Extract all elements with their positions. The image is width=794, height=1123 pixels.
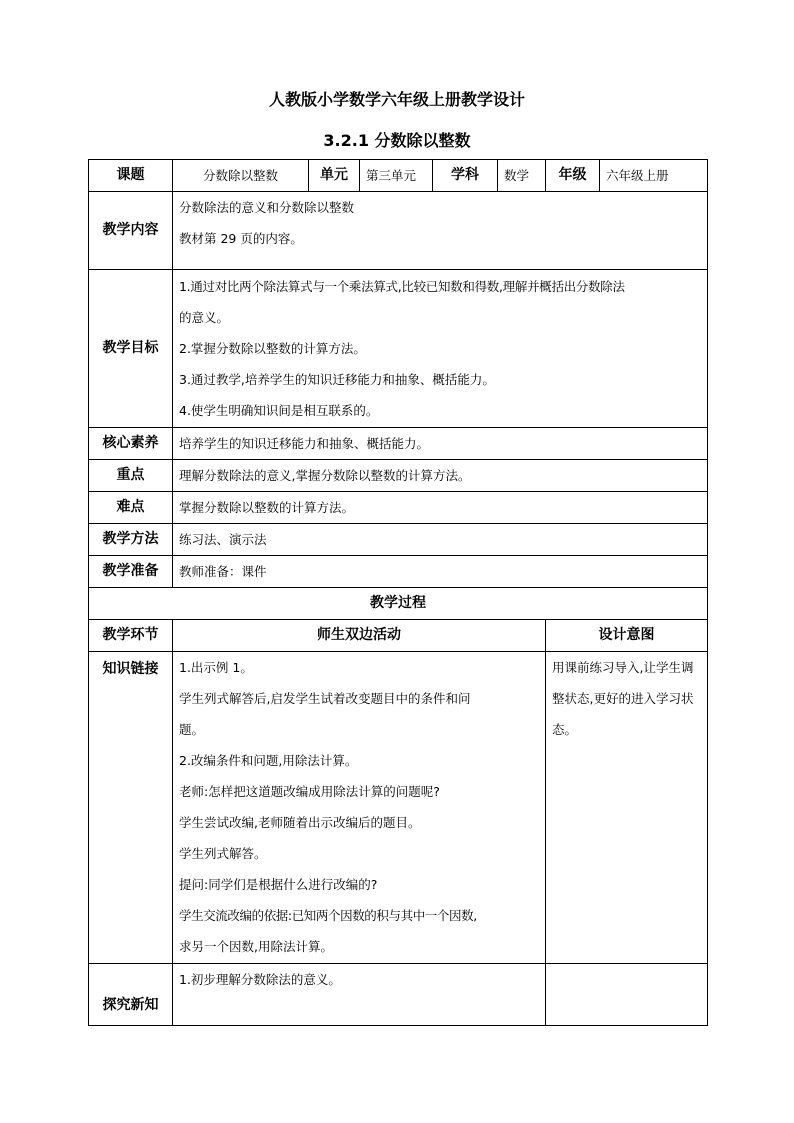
- goals-cell: [173, 270, 708, 428]
- intent-line: 整状态,更好的进入学习状: [552, 691, 694, 706]
- process-col-stage: 教学环节: [89, 620, 173, 652]
- grade-value: 六年级上册: [600, 160, 708, 192]
- goal-line: 4.使学生明确知识间是相互联系的。: [179, 403, 379, 418]
- process-title-row: [89, 588, 708, 620]
- section-explore-label: 探究新知: [89, 964, 173, 1026]
- difficulty-row: [89, 492, 708, 524]
- goal-line: 1.通过对比两个除法算式与一个乘法算式,比较已知数和得数,理解并概括出分数除法: [179, 279, 625, 294]
- section-knowledge-activities: [173, 652, 546, 964]
- difficulty-value: 掌握分数除以整数的计算方法。: [173, 492, 708, 524]
- content-cell: [173, 192, 708, 270]
- goals-row: [89, 270, 708, 428]
- section-explore-row: [89, 964, 708, 1026]
- goals-label: 教学目标: [89, 270, 173, 428]
- grade-label: 年级: [546, 160, 600, 192]
- process-col-activity: 师生双边活动: [173, 620, 546, 652]
- core-value: 培养学生的知识迁移能力和抽象、概括能力。: [173, 428, 708, 460]
- goal-line: 3.通过教学,培养学生的知识迁移能力和抽象、概括能力。: [179, 372, 495, 387]
- info-row: [89, 160, 708, 192]
- key-label: 重点: [89, 460, 173, 492]
- goal-line: 的意义。: [179, 310, 230, 325]
- activity-line: 题。: [179, 722, 205, 737]
- method-label: 教学方法: [89, 524, 173, 556]
- activity-line: 学生列式解答后,启发学生试着改变题目中的条件和问: [179, 691, 471, 706]
- process-col-intent: 设计意图: [546, 620, 708, 652]
- core-row: [89, 428, 708, 460]
- activity-line: 学生列式解答。: [179, 846, 267, 861]
- subject-value: 数学: [498, 160, 546, 192]
- topic-value: 分数除以整数: [173, 160, 309, 192]
- method-value: 练习法、演示法: [173, 524, 708, 556]
- lesson-title: 3.2.1 分数除以整数: [323, 131, 471, 150]
- process-header-row: [89, 620, 708, 652]
- unit-label: 单元: [309, 160, 360, 192]
- activity-line: 学生交流改编的依据:已知两个因数的积与其中一个因数,: [179, 908, 477, 923]
- activity-line: 求另一个因数,用除法计算。: [179, 939, 333, 954]
- content-line: 分数除法的意义和分数除以整数: [179, 200, 355, 215]
- activity-line: 提问:同学们是根据什么进行改编的?: [179, 877, 378, 892]
- section-knowledge-row: [89, 652, 708, 964]
- activity-line: 2.改编条件和问题,用除法计算。: [179, 753, 358, 768]
- prep-value: 教师准备：课件: [173, 556, 708, 588]
- content-label: 教学内容: [89, 192, 173, 270]
- activity-line: 学生尝试改编,老师随着出示改编后的题目。: [179, 815, 421, 830]
- method-row: [89, 524, 708, 556]
- activity-line: 1.出示例 1。: [179, 660, 253, 675]
- activity-line: 老师:怎样把这道题改编成用除法计算的问题呢?: [179, 784, 440, 799]
- subject-label: 学科: [433, 160, 498, 192]
- intent-line: 用课前练习导入,让学生调: [552, 660, 694, 675]
- core-label: 核心素养: [89, 428, 173, 460]
- key-value: 理解分数除法的意义,掌握分数除以整数的计算方法。: [173, 460, 708, 492]
- prep-label: 教学准备: [89, 556, 173, 588]
- lesson-plan-table: [88, 159, 708, 1026]
- content-row: [89, 192, 708, 270]
- section-knowledge-intent: [546, 652, 708, 964]
- section-explore-activities: [173, 964, 546, 1026]
- topic-label: 课题: [89, 160, 173, 192]
- activity-line: 1.初步理解分数除法的意义。: [179, 972, 341, 987]
- intent-line: 态。: [552, 722, 578, 737]
- difficulty-label: 难点: [89, 492, 173, 524]
- key-row: [89, 460, 708, 492]
- process-title: 教学过程: [89, 588, 708, 620]
- section-knowledge-label: 知识链接: [89, 652, 173, 964]
- prep-row: [89, 556, 708, 588]
- unit-value: 第三单元: [360, 160, 433, 192]
- document-title: 人教版小学数学六年级上册教学设计: [268, 90, 525, 109]
- content-line: 教材第 29 页的内容。: [179, 231, 303, 246]
- section-explore-intent: [546, 964, 708, 1026]
- goal-line: 2.掌握分数除以整数的计算方法。: [179, 341, 366, 356]
